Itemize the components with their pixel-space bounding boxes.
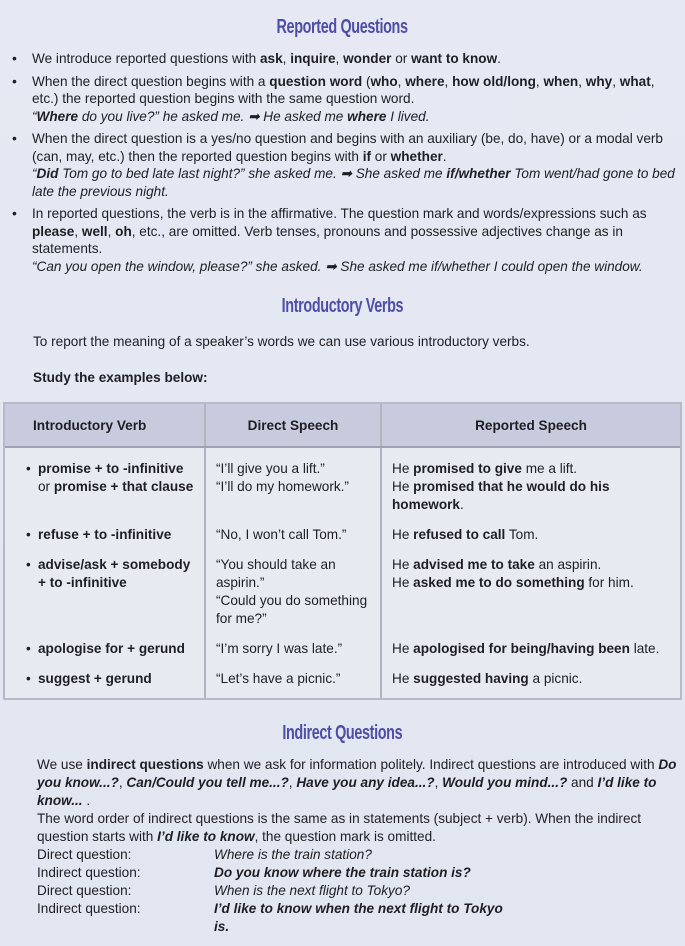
text-run: , <box>74 223 82 239</box>
text-run: Tom went/had gone to bed late the previous night. <box>32 166 675 199</box>
reported-speech-example <box>392 670 672 688</box>
table-cell <box>5 550 205 634</box>
text-run: We introduce reported questions with <box>32 51 260 66</box>
verb-pattern <box>38 574 196 592</box>
text-run: I’d like to know <box>157 829 255 844</box>
title-text: Introductory Verbs <box>281 295 404 317</box>
direct-speech-example: “I’m sorry I was late.” <box>216 641 343 656</box>
text-run: Where <box>36 108 79 124</box>
table-cell <box>5 634 205 664</box>
text-run: me a lift. <box>521 461 578 476</box>
indirect-paragraph <box>37 756 677 810</box>
text-run: who <box>370 73 398 89</box>
example-label: Direct question: <box>37 847 132 862</box>
table-cell <box>5 520 205 550</box>
direct-speech-example: “I’ll give you a lift.” <box>216 461 325 476</box>
verb-pattern <box>26 640 196 658</box>
text-run: suggest + gerund <box>38 671 152 686</box>
text-run: + to -infinitive <box>38 575 127 590</box>
text-run: , <box>282 51 291 66</box>
text-run: Can/Could you tell me...? <box>126 775 289 790</box>
table-cell <box>205 447 381 520</box>
text-run: if/whether <box>446 166 511 181</box>
text-run: , <box>397 73 406 89</box>
text-run: and <box>567 775 598 790</box>
text-run: , <box>335 51 344 66</box>
text-run: He <box>392 557 414 572</box>
reported-speech-example <box>392 526 672 544</box>
example-question: Do you know where the train station is? <box>214 865 471 880</box>
text-run: oh <box>115 223 132 239</box>
bullet-icon: • <box>12 50 17 66</box>
table-row <box>5 550 680 634</box>
verb-pattern <box>26 526 196 544</box>
bullet-icon: • <box>26 557 31 572</box>
text-run: Do you know...? <box>37 757 677 790</box>
text-run: or <box>38 479 54 494</box>
text-run: apologise for + gerund <box>38 641 185 656</box>
text-run: advised me to take <box>413 557 535 572</box>
bullet-icon: • <box>12 130 17 146</box>
example-label: Indirect question: <box>37 865 141 880</box>
title-text: Reported Questions <box>276 16 409 38</box>
verb-pattern <box>26 556 196 574</box>
verb-pattern <box>38 478 196 496</box>
table-row <box>5 447 680 520</box>
text-run: Tom go to bed late last night?” she asked me. ➡ She asked me <box>58 166 447 181</box>
table-cell <box>381 550 680 634</box>
bullet-item <box>0 73 685 126</box>
bullet-paragraph <box>32 130 677 200</box>
section-title-indirect-questions <box>0 720 685 746</box>
text-run: refused to call <box>413 527 506 542</box>
section-title-reported-questions <box>0 14 685 40</box>
text-run: , <box>288 775 297 790</box>
column-header: Reported Speech <box>381 404 680 447</box>
text-run: “ <box>32 166 37 181</box>
text-run: . <box>497 51 501 66</box>
text-run: why <box>585 73 613 89</box>
text-run: ask <box>259 51 283 66</box>
table-cell <box>205 520 381 550</box>
table-cell <box>5 447 205 520</box>
text-run: Have you any idea...? <box>296 775 435 790</box>
table-cell <box>205 664 381 698</box>
text-run: indirect questions <box>86 757 204 772</box>
text-run: , etc., are omitted. Verb tenses, pronouns and possessive adjectives change as in statements. <box>32 223 623 256</box>
text-run: , <box>107 223 116 239</box>
example-label: Indirect question: <box>37 901 141 916</box>
column-header: Introductory Verb <box>5 404 205 447</box>
text-run: please <box>32 223 75 239</box>
text-run: where <box>405 73 445 89</box>
text-run: . <box>459 497 464 512</box>
text-run: He <box>392 575 414 590</box>
introductory-verbs-table <box>5 404 680 698</box>
text-run: inquire <box>290 51 336 66</box>
text-run: ( <box>362 73 371 89</box>
text-run: , <box>535 73 544 89</box>
text-run: suggested having <box>413 671 529 686</box>
direct-speech-example: “You should take an aspirin.” <box>216 557 336 590</box>
text-run: , the question mark is omitted. <box>254 829 436 844</box>
text-run: or <box>371 148 391 164</box>
text-run: refuse + to -infinitive <box>38 527 172 542</box>
text-run: He <box>392 479 414 494</box>
table-cell <box>381 664 680 698</box>
text-run: . <box>442 148 447 164</box>
table-cell <box>381 634 680 664</box>
indirect-section <box>0 720 685 936</box>
text-run: He <box>392 461 414 476</box>
indirect-examples <box>37 846 685 936</box>
text-run: , <box>444 73 453 89</box>
text-run: , etc.) the reported question begins with the same question word. <box>32 73 655 106</box>
text-run: . <box>82 793 91 808</box>
text-run: When the direct question begins with a <box>32 73 270 89</box>
table-cell <box>381 520 680 550</box>
text-run: when we ask for information politely. Indirect questions are introduced with <box>203 757 659 772</box>
indirect-paragraph <box>37 810 677 846</box>
title-text: Indirect Questions <box>282 722 403 744</box>
text-run: late. <box>629 641 660 656</box>
table-cell <box>205 634 381 664</box>
bullet-icon: • <box>26 461 31 476</box>
text-run: promised to give <box>413 461 522 476</box>
text-run: question word <box>269 73 363 89</box>
direct-speech-example: “No, I won’t call Tom.” <box>216 527 347 542</box>
text-run: where <box>347 108 387 124</box>
reported-speech-example <box>392 478 672 514</box>
text-run: or <box>391 51 412 66</box>
bullet-item <box>0 50 685 68</box>
example-question: When is the next flight to Tokyo? <box>214 883 410 898</box>
example-question: Where is the train station? <box>214 847 372 862</box>
text-run: Would you mind...? <box>442 775 568 790</box>
table-row <box>5 520 680 550</box>
text-run: The word order of indirect questions is the same as in statements (subject + verb). When the indirect question starts with <box>37 811 642 844</box>
text-run: , <box>612 73 620 89</box>
reported-speech-example <box>392 460 672 478</box>
text-run: “ <box>32 108 37 124</box>
text-run: a picnic. <box>528 671 583 686</box>
bullet-paragraph <box>32 73 677 126</box>
text-run: an aspirin. <box>534 557 602 572</box>
column-header: Direct Speech <box>205 404 381 447</box>
reported-speech-example <box>392 556 672 574</box>
text-run: when <box>543 73 579 89</box>
intro-text: To report the meaning of a speaker’s words we can use various introductory verbs. <box>33 334 530 349</box>
text-run: When the direct question is a yes/no question and begins with an auxiliary (be, do, have) or a modal verb (can, may, etc.) then the reported question begins with <box>32 131 663 164</box>
text-run: He <box>392 641 414 656</box>
bullet-item <box>0 205 685 275</box>
example-question: I’d like to know when the next flight to Tokyo is. <box>214 901 503 934</box>
text-run: He <box>392 527 414 542</box>
text-run: He <box>392 671 414 686</box>
text-run: for him. <box>584 575 634 590</box>
bullet-paragraph <box>32 50 677 68</box>
reported-speech-example <box>392 640 672 658</box>
text-run: , <box>118 775 127 790</box>
text-run: , <box>578 73 586 89</box>
reported-bullets <box>0 50 685 275</box>
table-row <box>5 634 680 664</box>
direct-speech-example: “Could you do something for me?” <box>216 593 368 626</box>
study-label: Study the examples below: <box>33 369 208 385</box>
text-run: do you live?” he asked me. ➡ He asked me <box>78 108 348 124</box>
text-run: whether <box>390 148 443 164</box>
verb-pattern <box>26 460 196 478</box>
text-run: apologised for being/having been <box>413 641 630 656</box>
text-run: want to know <box>411 51 498 66</box>
verb-pattern <box>26 670 196 688</box>
text-run: I’d like to know... <box>37 775 657 808</box>
text-run: “Can you open the window, please?” she asked. ➡ She asked me if/whether I could open the window. <box>32 258 643 274</box>
text-run: well <box>81 223 108 239</box>
example-label: Direct question: <box>37 883 132 898</box>
bullet-icon: • <box>26 641 31 656</box>
text-run: We use <box>37 757 87 772</box>
bullet-icon: • <box>12 72 17 89</box>
text-run: Did <box>36 166 59 181</box>
bullet-paragraph <box>32 205 677 275</box>
text-run: Tom. <box>505 527 539 542</box>
text-run: if <box>362 148 372 164</box>
text-run: advise/ask + somebody <box>38 557 191 572</box>
text-run: promise + to -infinitive <box>38 461 184 476</box>
table-cell <box>381 447 680 520</box>
table-row <box>5 664 680 698</box>
text-run: I lived. <box>386 108 430 124</box>
reported-speech-example <box>392 574 672 592</box>
bullet-icon: • <box>26 671 31 686</box>
text-run: promised that he would do his homework <box>392 479 610 512</box>
table-cell <box>5 664 205 698</box>
direct-speech-example: “I’ll do my homework.” <box>216 479 349 494</box>
text-run: , <box>434 775 443 790</box>
text-run: asked me to do something <box>413 575 585 590</box>
bullet-icon: • <box>26 527 31 542</box>
text-run: wonder <box>343 51 392 66</box>
section-title-introductory-verbs <box>0 293 685 319</box>
text-run: what <box>619 73 651 89</box>
direct-speech-example: “Let’s have a picnic.” <box>216 671 341 686</box>
text-run: promise + that clause <box>53 479 194 494</box>
table-cell <box>205 550 381 634</box>
bullet-item <box>0 130 685 200</box>
text-run: how old/long <box>452 73 536 89</box>
text-run: In reported questions, the verb is in the affirmative. The question mark and words/expressions such as <box>32 206 647 221</box>
bullet-icon: • <box>12 205 17 221</box>
